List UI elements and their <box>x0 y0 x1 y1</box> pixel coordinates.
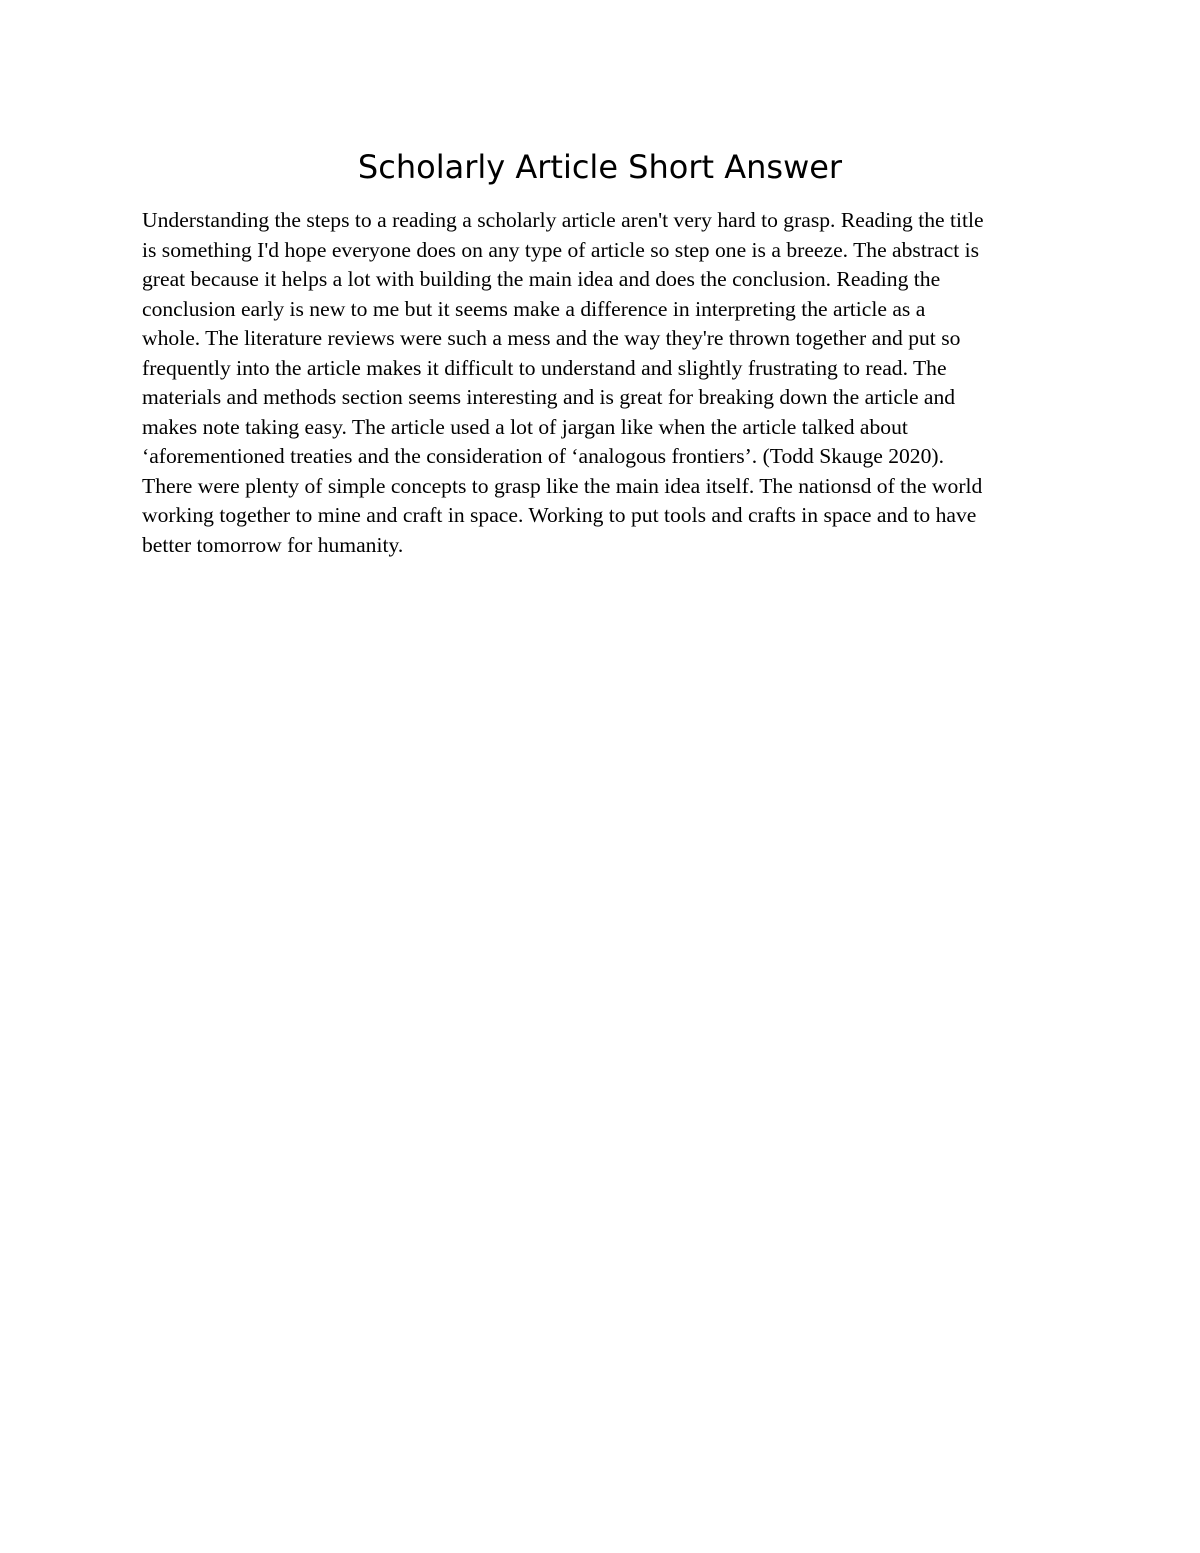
body-line: better tomorrow for humanity. <box>142 532 404 557</box>
body-line: materials and methods section seems interesting and is great for breaking down the article and <box>142 385 956 409</box>
body-line: frequently into the article makes it difficult to understand and slightly frustrating to read. The <box>142 355 947 380</box>
body-line: ‘aforementioned treaties and the consideration of ‘analogous frontiers’. (Todd Skauge 2020). <box>142 444 944 468</box>
document-title: Scholarly Article Short Answer <box>357 148 843 186</box>
document-body <box>142 206 1072 560</box>
body-line: working together to mine and craft in space. Working to put tools and crafts in space and to have <box>142 503 977 527</box>
body-line: There were plenty of simple concepts to grasp like the main idea itself. The nationsd of the world <box>142 473 983 498</box>
body-line: conclusion early is new to me but it seems make a difference in interpreting the article as a <box>142 296 926 321</box>
body-line: Understanding the steps to a reading a scholarly article aren't very hard to grasp. Reading the title <box>142 208 984 232</box>
body-line: whole. The literature reviews were such a mess and the way they're thrown together and put so <box>142 326 961 350</box>
body-line: great because it helps a lot with building the main idea and does the conclusion. Reading the <box>142 267 941 291</box>
body-line: makes note taking easy. The article used a lot of jargan like when the article talked about <box>142 414 908 439</box>
body-line: is something I'd hope everyone does on any type of article so step one is a breeze. The abstract is <box>142 237 979 262</box>
